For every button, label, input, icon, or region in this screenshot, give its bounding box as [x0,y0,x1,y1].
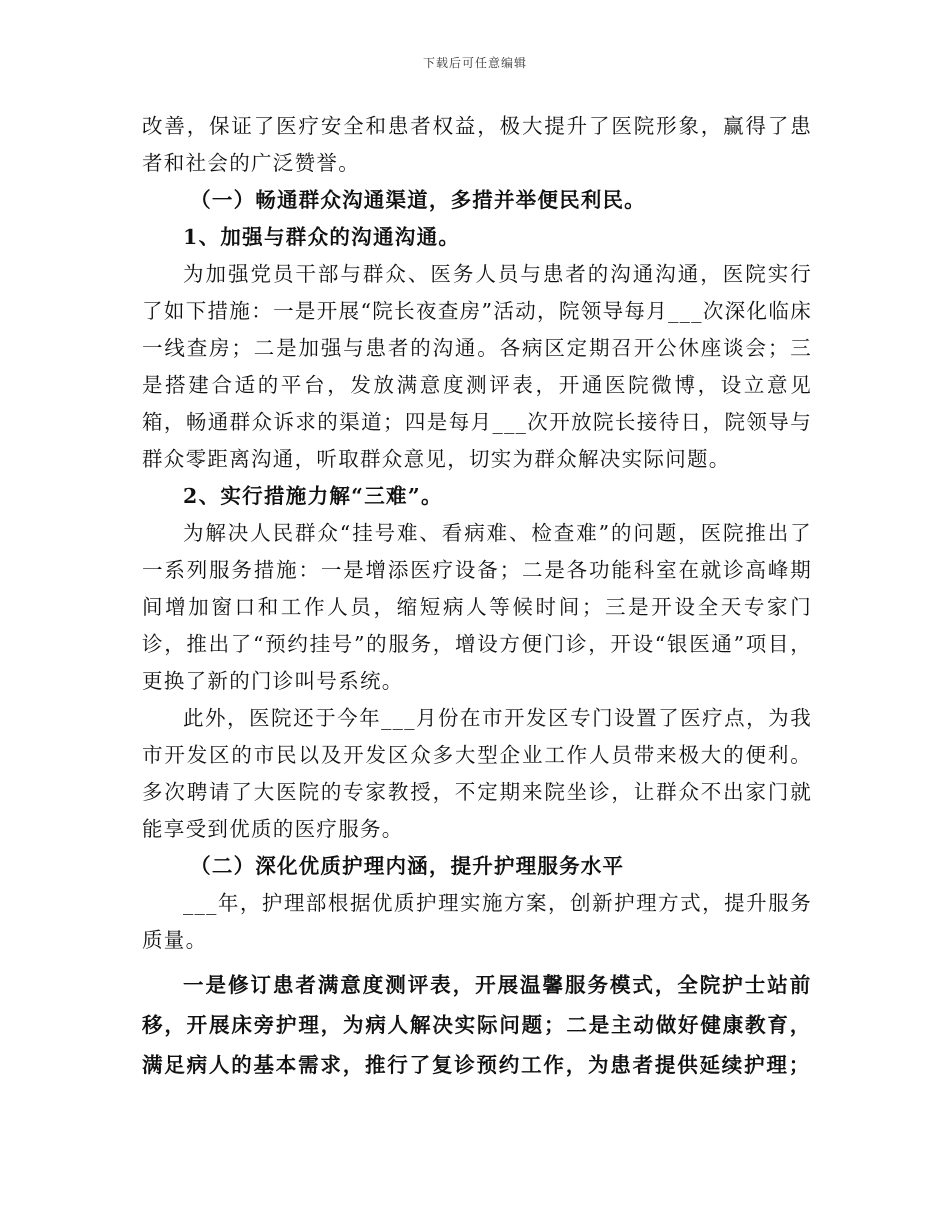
subheading-2: 2、实行措施力解“三难”。 [183,484,443,508]
paragraph-medical-point: 此外，医院还于今年___月份在市开发区专门设置了医疗点，为我市开发区的市民以及开发区众多大型企业工作人员带来极大的便利。多次聘请了大医院的专家教授，不定期来院坐诊，让群众不出家门就能享受到优质的医疗服务。 [142,706,812,841]
section-heading-1: （一）畅通群众沟通渠道，多措并举便民利民。 [190,188,646,212]
document-body [142,108,812,1085]
paragraph-service-measures: 为解决人民群众“挂号难、看病难、检查难”的问题，医院推出了一系列服务措施：一是增添医疗设备；二是各功能科室在就诊高峰期间增加窗口和工作人员，缩短病人等候时间；三是开设全天专家门诊，推出了“预约挂号”的服务，增设方便门诊，开设“银医通”项目，更换了新的门诊叫号系统。 [142,521,812,693]
paragraph-intro: 改善，保证了医疗安全和患者权益，极大提升了医院形象，赢得了患者和社会的广泛赞誉。 [142,114,812,175]
paragraph-nursing-measures: 一是修订患者满意度测评表，开展温馨服务模式，全院护士站前移，开展床旁护理，为病人解决实际问题；二是主动做好健康教育，满足病人的基本需求，推行了复诊预约工作，为患者提供延续护理； [142,973,812,1077]
section-heading-2: （二）深化优质护理内涵，提升护理服务水平 [190,854,625,878]
page-header: 下载后可任意编辑 [422,56,527,70]
subheading-1: 1、加强与群众的沟通沟通。 [183,225,461,249]
paragraph-nursing: ___年，护理部根据优质护理实施方案，创新护理方式，提升服务质量。 [142,891,812,952]
paragraph-communication: 为加强党员干部与群众、医务人员与患者的沟通沟通，医院实行了如下措施：一是开展“院长夜查房”活动，院领导每月___次深化临床一线查房；二是加强与患者的沟通。各病区定期召开公休座谈会；三是搭建合适的平台，发放满意度测评表，开通医院微博，设立意见箱，畅通群众诉求的渠道；四是每月___次开放院长接待日，院领导与群众零距离沟通，听取群众意见，切实为群众解决实际问题。 [142,262,812,471]
